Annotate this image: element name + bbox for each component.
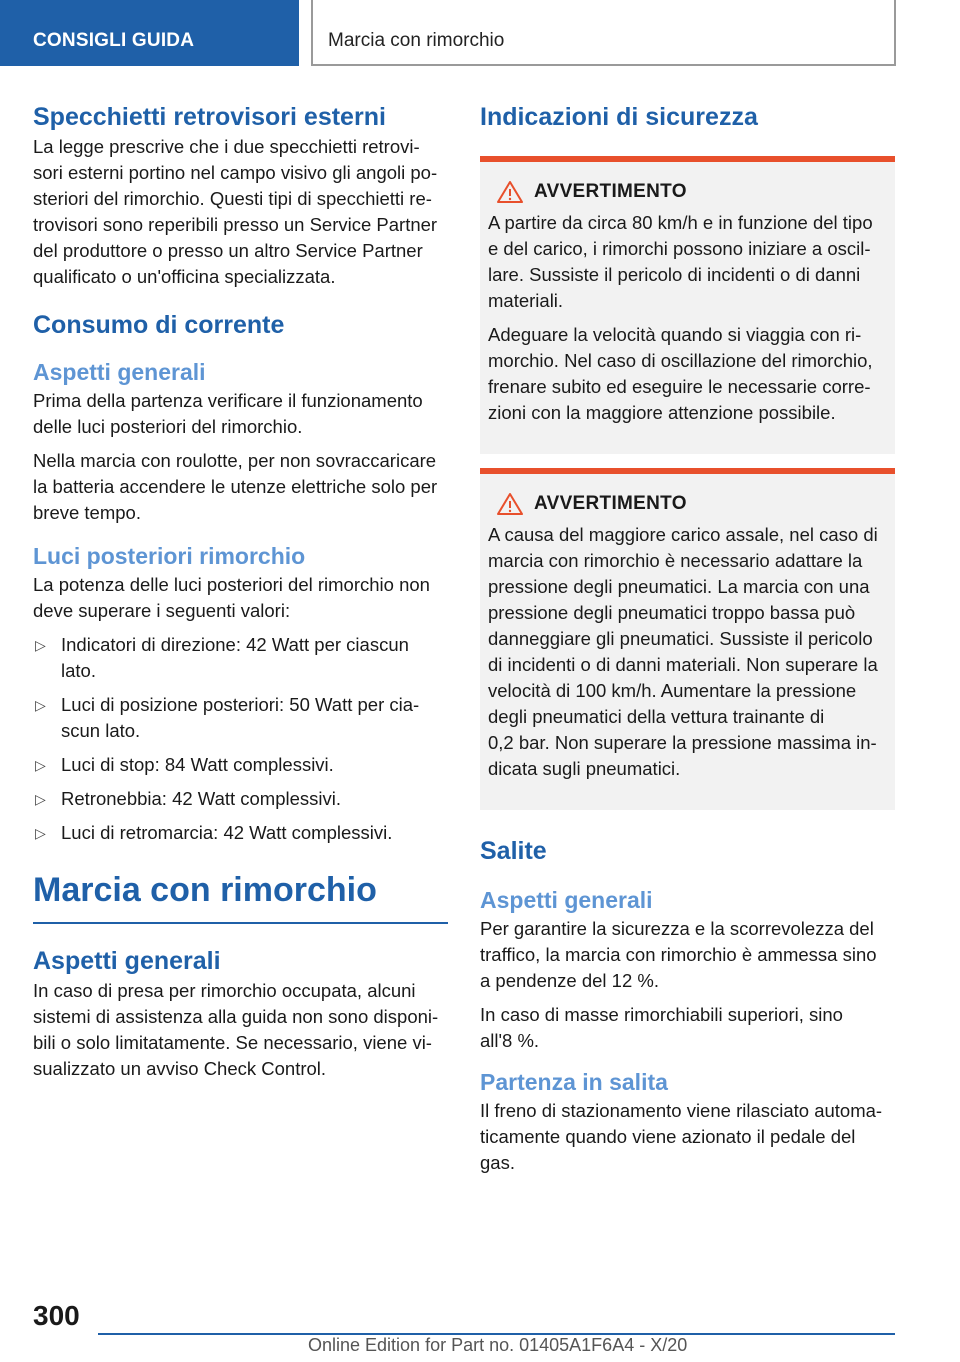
right-column bbox=[480, 100, 895, 1184]
page-number: 300 bbox=[33, 1300, 80, 1331]
page-footer bbox=[0, 1290, 960, 1362]
triangle-right-icon: ▷ bbox=[35, 825, 46, 841]
paragraph: A partire da circa 80 km/h e in funzione del tipo e del carico, i rimorchi possono iniziare a oscil- lare. Sussiste il pericolo di incidenti o di danni materiali. bbox=[488, 212, 873, 311]
list-item: ▷ Indicatori di direzione: 42 Watt per ciascun lato. bbox=[35, 634, 409, 681]
subheading-general: Aspetti generali bbox=[33, 947, 221, 975]
section-title: Marcia con rimorchio bbox=[311, 0, 896, 66]
paragraph: Per garantire la sicurezza e la scorrevolezza del traffico, la marcia con rimorchio è ammessa sino a pendenze del 12 %. bbox=[480, 918, 877, 991]
warning-header bbox=[488, 492, 887, 516]
edition-info: Online Edition for Part no. 01405A1F6A4 - X/20 bbox=[308, 1335, 688, 1355]
triangle-right-icon: ▷ bbox=[35, 697, 46, 713]
subheading-general: Aspetti generali bbox=[480, 887, 653, 913]
main-heading-trailer-driving: Marcia con rimorchio bbox=[33, 871, 377, 909]
warning-triangle-icon bbox=[496, 492, 524, 516]
paragraph: Il freno di stazionamento viene rilasciato automa- ticamente quando viene azionato il pedale del gas. bbox=[480, 1100, 883, 1173]
subheading-general: Aspetti generali bbox=[33, 359, 206, 385]
paragraph: A causa del maggiore carico assale, nel caso di marcia con rimorchio è necessario adattare la pressione degli pneumatici. La marcia con una pressione degli pneumatici troppo bassa può danneggiare gli pneumatici. Sussiste il pericolo di incidenti o di danni materiali. Non superare la velocità di 100 km/h. Aumentare la pressione degli pneumatici della vettura trainante di 0,2 bar. Non superare la pressione massima in- dicata sugli pneumatici. bbox=[488, 524, 878, 779]
subheading-hill-start: Partenza in salita bbox=[480, 1069, 668, 1095]
paragraph: Adeguare la velocità quando si viaggia con ri- morchio. Nel caso di oscillazione del rimorchio, frenare subito ed eseguire le necessarie corre- zioni con la maggiore attenzione possibile. bbox=[488, 324, 873, 423]
list-item: ▷ Retronebbia: 42 Watt complessivi. bbox=[33, 786, 448, 812]
warning-box bbox=[480, 156, 895, 454]
light-limits-list bbox=[33, 632, 448, 846]
chapter-tab[interactable]: CONSIGLI GUIDA bbox=[0, 0, 299, 66]
warning-label: AVVERTIMENTO bbox=[534, 181, 687, 202]
warning-triangle-icon bbox=[496, 180, 524, 204]
subheading-trailer-rear-lights: Luci posteriori rimorchio bbox=[33, 543, 306, 569]
list-item: ▷ Luci di retromarcia: 42 Watt complessivi. bbox=[33, 820, 448, 846]
heading-divider bbox=[33, 922, 448, 924]
heading-exterior-mirrors: Specchietti retrovisori esterni bbox=[33, 103, 386, 131]
left-column bbox=[33, 100, 448, 1090]
warning-box bbox=[480, 468, 895, 810]
heading-safety-notes: Indicazioni di sicurezza bbox=[480, 103, 758, 131]
list-item: ▷ Luci di stop: 84 Watt complessivi. bbox=[33, 752, 448, 778]
paragraph: In caso di presa per rimorchio occupata, alcuni sistemi di assistenza alla guida non sono disponi- bili o solo limitatamente. Se necessario, viene vi- sualizzato un avviso Check Control. bbox=[33, 980, 439, 1079]
page-header bbox=[0, 0, 960, 66]
paragraph: La potenza delle luci posteriori del rimorchio non deve superare i seguenti valori: bbox=[33, 574, 430, 621]
paragraph: Nella marcia con roulotte, per non sovraccaricare la batteria accendere le utenze elettriche solo per breve tempo. bbox=[33, 450, 438, 523]
paragraph: Prima della partenza verificare il funzionamento delle luci posteriori del rimorchio. bbox=[33, 390, 423, 437]
list-item: ▷ Luci di posizione posteriori: 50 Watt per cia- scun lato. bbox=[35, 694, 420, 741]
triangle-right-icon: ▷ bbox=[35, 757, 46, 773]
paragraph: In caso di masse rimorchiabili superiori, sino all'8 %. bbox=[480, 1004, 843, 1051]
warning-header bbox=[488, 180, 887, 204]
heading-power-consumption: Consumo di corrente bbox=[33, 311, 285, 339]
heading-uphill: Salite bbox=[480, 837, 547, 865]
triangle-right-icon: ▷ bbox=[35, 791, 46, 807]
paragraph: La legge prescrive che i due specchietti retrovi- sori esterni portino nel campo visivo gli angoli po- steriori del rimorchio. Questi tipi di specchietti re- trovisori sono reperibili presso un Service Partner del produttore o presso un altro Service Partner qualificato o un'officina specializzata. bbox=[33, 136, 438, 287]
triangle-right-icon: ▷ bbox=[35, 637, 46, 653]
warning-label: AVVERTIMENTO bbox=[534, 493, 687, 514]
